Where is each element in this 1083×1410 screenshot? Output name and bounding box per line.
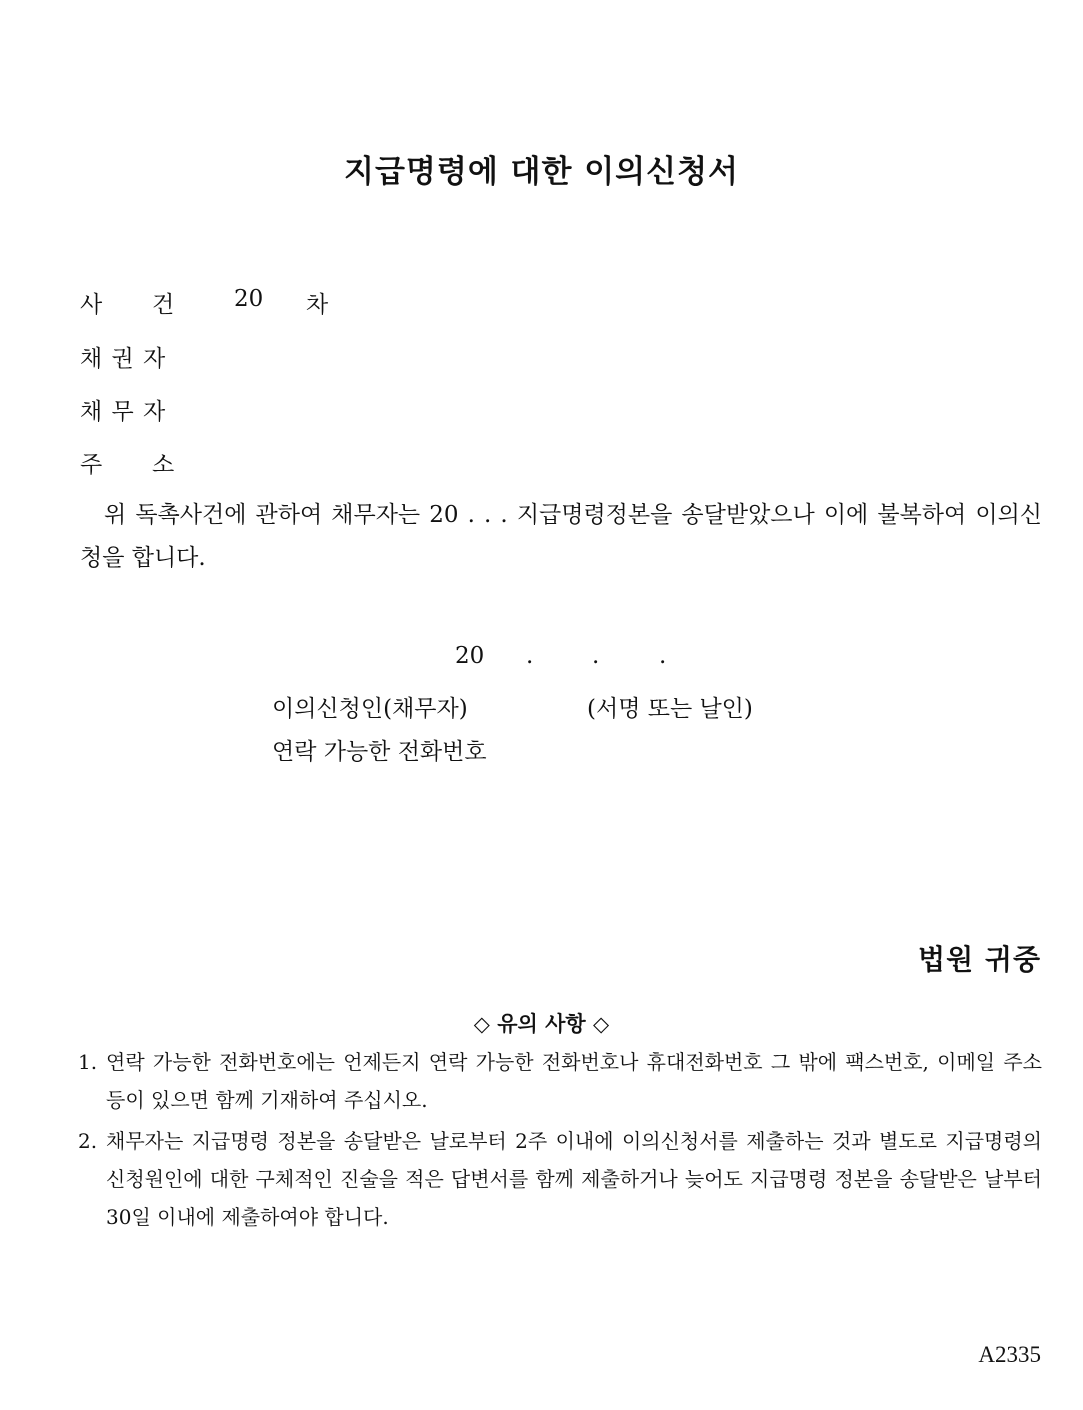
applicant-label: 이의신청인(채무자) (272, 696, 468, 722)
case-label-char-2: 건 (152, 292, 175, 318)
address-label-char-2: 소 (152, 452, 175, 478)
notice-item-number: 1. (78, 1050, 98, 1074)
notice-item (78, 1043, 1042, 1119)
notice-item-text: 연락 가능한 전화번호에는 언제든지 연락 가능한 전화번호나 휴대전화번호 그 밖에 팩스번호, 이메일 주소 등이 있으면 함께 기재하여 주십시오. (106, 1050, 1042, 1112)
date-dot-month: . (526, 643, 534, 669)
form-code: A2335 (978, 1342, 1041, 1367)
notice-item-text: 채무자는 지급명령 정본을 송달받은 날로부터 2주 이내에 이의신청서를 제출하는 것과 별도로 지급명령의 신청원인에 대한 구체적인 진술을 적은 답변서를 함께 제출하거나 늦어도 지급명령 정본을 송달받은 날부터 30일 이내에 제출하여야 합니다. (106, 1129, 1042, 1229)
objection-statement: 위 독촉사건에 관하여 채무자는 20 . . . 지급명령정본을 송달받았으나 이에 불복하여 이의신청을 합니다. (80, 502, 1042, 571)
signature-hint: (서명 또는 날인) (587, 696, 753, 722)
notice-item (78, 1122, 1042, 1236)
debtor-label: 채 무 자 (80, 399, 166, 425)
notice-item-number: 2. (78, 1129, 98, 1153)
date-dot-end: . (659, 643, 667, 669)
phone-label: 연락 가능한 전화번호 (272, 739, 487, 765)
creditor-label: 채 권 자 (80, 346, 166, 372)
court-recipient: 법원 귀중 (918, 943, 1041, 976)
notice-list (78, 1043, 1042, 1239)
case-label-char-1: 사 (80, 292, 103, 318)
address-label-char-1: 주 (80, 452, 103, 478)
notice-heading: ◇ 유의 사항 ◇ (473, 1012, 610, 1036)
date-year: 20 (455, 643, 485, 669)
case-suffix: 차 (306, 292, 329, 318)
case-year: 20 (234, 286, 264, 312)
date-dot-day: . (592, 643, 600, 669)
document-title: 지급명령에 대한 이의신청서 (344, 154, 739, 190)
